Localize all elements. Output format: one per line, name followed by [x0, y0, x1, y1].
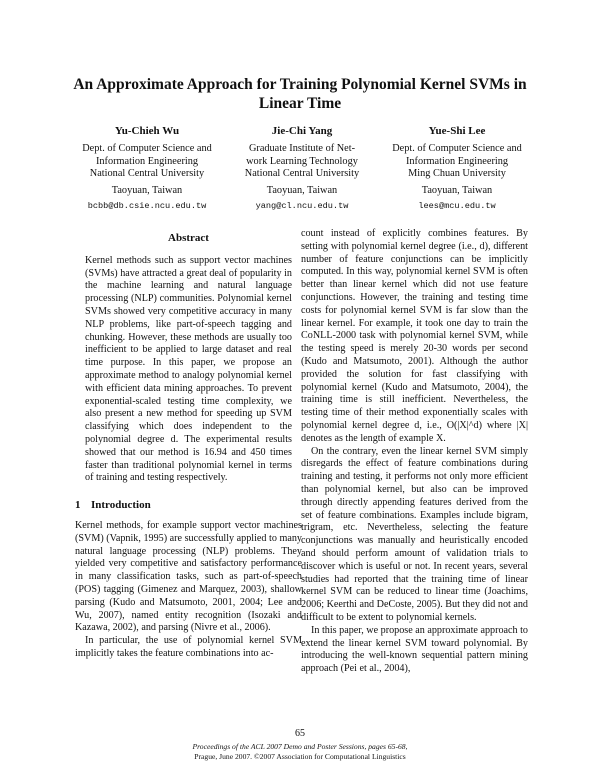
body-paragraph: count instead of explicitly combines features. By setting with polynomial kernel degree (i.e., d), different number of feature conjunctions can be implicitly computed. In this way, polynomial kernel SVM is often better than linear kernel which did not use feature conjunctions. However, the training and testing time costs for polynomial kernel SVM is far slow than the linear kernel. For example, it took one day to train the CoNLL-2000 task with polynomial kernel SVM, while the testing speed is merely 20-30 words per second (Kudo and Matsumoto, 2001). Although the author provided the solution for fast classifying with polynomial kernel (Kudo and Matsumoto, 2004), the training time is still inefficient. Nevertheless, the testing time of their method exponentially scales with polynomial kernel degree d, i.e., O(|X|^d) where |X| denotes as the length of example X.: [301, 228, 528, 444]
author-affiliation: Information Engineering: [405, 155, 509, 167]
author-name: Yue-Shi Lee: [428, 125, 486, 137]
author-location: Taoyuan, Taiwan: [111, 185, 183, 197]
author-3: [382, 125, 532, 213]
left-column: [75, 232, 302, 661]
author-email: yang@cl.ncu.edu.tw: [255, 200, 349, 211]
author-affiliation: Dept. of Computer Science and: [82, 142, 212, 154]
paper-title: An Approximate Approach for Training Polynomial Kernel SVMs in Linear Time: [73, 76, 527, 112]
footer-line: Prague, June 2007. ©2007 Association for Computational Linguistics: [194, 751, 406, 761]
abstract-heading: Abstract: [168, 232, 209, 244]
author-affiliation: Information Engineering: [95, 155, 199, 167]
author-email: bcbb@db.csie.ncu.edu.tw: [87, 200, 207, 211]
abstract-text: Kernel methods such as support vector machines (SVMs) have attracted a great deal of popularity in the machine learning and natural language processing (NLP) communities. Polynomial kernel SVMs showed very competitive accuracy in many NLP problems, like part-of-speech tagging and chunking. However, these methods are usually too inefficient to be applied to large dataset and real time purpose. In this paper, we propose an approximate method to analogy polynomial kernel with efficient data mining approaches. To prevent exponential-scaled testing time complexity, we also present a new method for speeding up SVM classifying which does independent to the polynomial degree d. The experimental results showed that our method is 16.94 and 450 times faster than traditional polynomial kernel in terms of training and testing respectively.: [85, 254, 292, 484]
author-affiliation: Dept. of Computer Science and: [392, 142, 522, 154]
body-paragraph: Kernel methods, for example support vector machines (SVM) (Vapnik, 1995) are successfully applied to many natural language processing (NLP) problems. They yielded very competitive and satisfactory performance in many classification tasks, such as part-of-speech (POS) tagging (Gimenez and Marquez, 2003), shallow parsing (Kudo and Matsumoto, 2001, 2004; Lee and Wu, 2007), named entity recognition (Isozaki and Kazawa, 2002), and parsing (Nivre et al., 2006).: [75, 519, 302, 634]
author-block: [72, 125, 532, 213]
section-number: 1: [75, 499, 81, 512]
author-email: lees@mcu.edu.tw: [418, 200, 496, 211]
author-affiliation: Ming Chuan University: [408, 168, 506, 180]
body-paragraph: In particular, the use of polynomial kernel SVM implicitly takes the feature combinations into ac-: [75, 635, 302, 659]
author-location: Taoyuan, Taiwan: [266, 185, 338, 197]
page-number: 65: [295, 728, 305, 739]
author-affiliation: National Central University: [89, 168, 205, 180]
proceedings-footer: [150, 742, 450, 761]
author-affiliation: Graduate Institute of Net-: [248, 142, 356, 154]
author-name: Jie-Chi Yang: [271, 125, 333, 137]
footer-line: Proceedings of the ACL 2007 Demo and Poster Sessions, pages 65-68,: [192, 742, 408, 751]
section-title: Introduction: [91, 499, 151, 512]
author-affiliation: work Learning Technology: [246, 155, 358, 167]
author-1: [72, 125, 222, 213]
author-location: Taoyuan, Taiwan: [421, 185, 493, 197]
body-paragraph: On the contrary, even the linear kernel SVM simply disregards the effect of feature combinations during training and testing, it performs not only more efficient than polynomial kernel, but also can be improved through directly appending features derived from the set of feature combinations. Examples include bigram, trigram, etc. Nevertheless, selecting the feature conjunctions was manually and heuristically encoded and should perform amount of validation trials to discover which is useful or not. In recent years, several studies had reported that the training time of linear kernel SVM can be reduced to linear time (Joachims, 2006; Keerthi and DeCoste, 2005). But they did not and difficult to be extent to polynomial kernels.: [301, 445, 528, 623]
body-paragraph: In this paper, we propose an approximate approach to extend the linear kernel SVM toward polynomial. By introducing the well-known sequential pattern mining approach (Pei et al., 2004),: [301, 624, 528, 675]
section-heading: [75, 499, 302, 512]
author-name: Yu-Chieh Wu: [114, 125, 180, 137]
author-2: [227, 125, 377, 213]
right-column: [301, 228, 528, 676]
author-affiliation: National Central University: [244, 168, 360, 180]
